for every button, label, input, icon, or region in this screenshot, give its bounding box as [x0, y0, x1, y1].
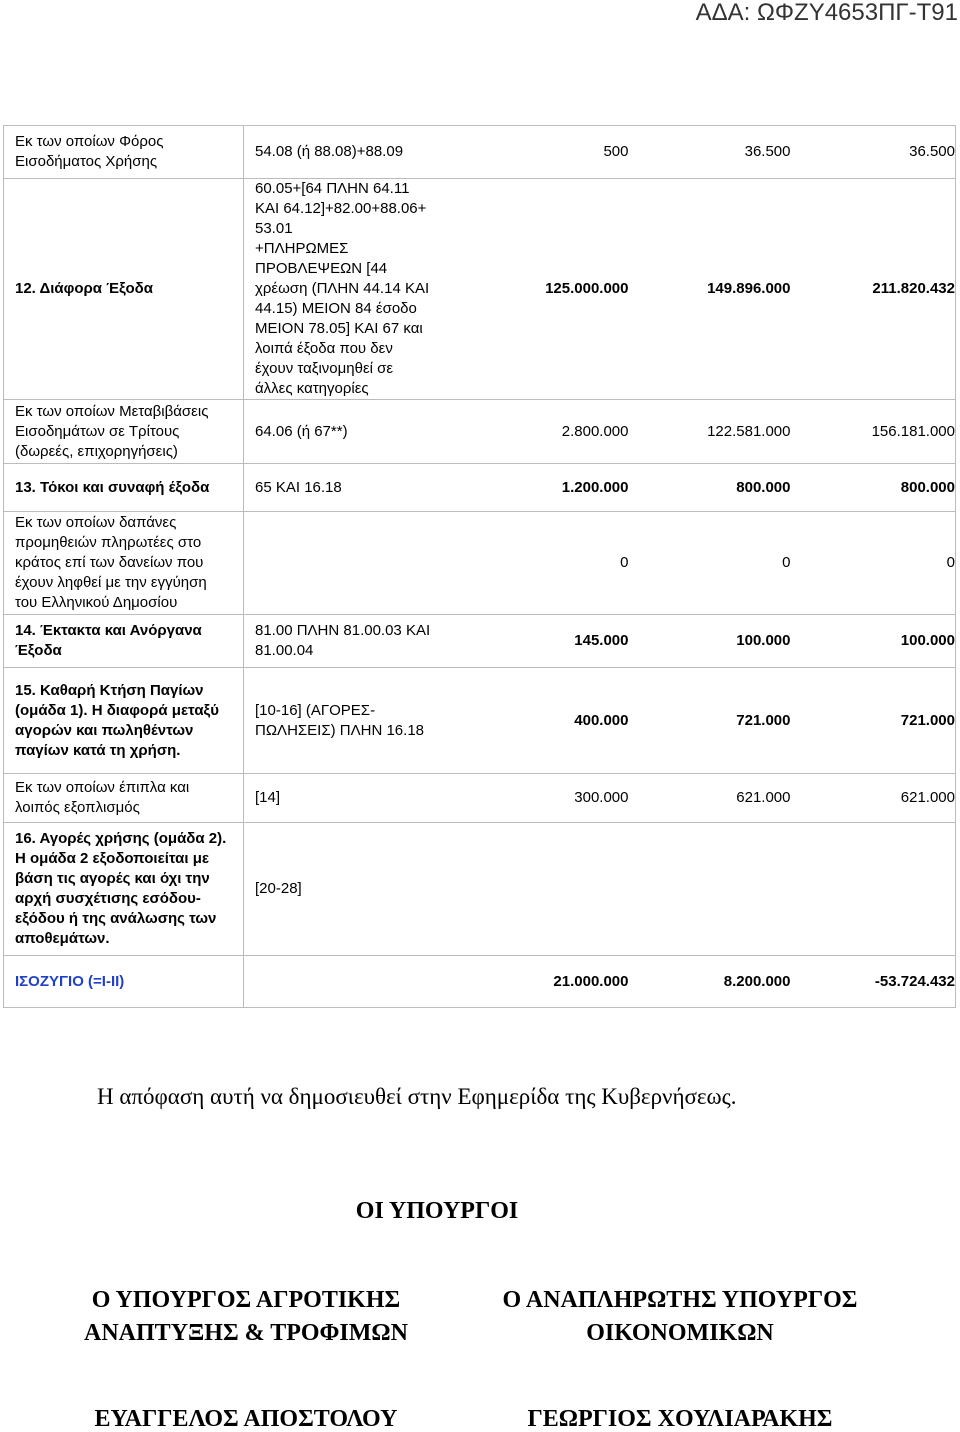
amount-col-2: 621.000	[629, 774, 791, 823]
row-label-line: αρχή συσχέτισης εσόδου-	[15, 890, 201, 907]
account-code-line: ΠΩΛΗΣΕΙΣ) ΠΛΗΝ 16.18	[255, 721, 424, 739]
amount-col-3: 211.820.432	[791, 179, 956, 400]
account-codes	[244, 464, 436, 512]
signatory-title-line: Ο ΥΠΟΥΡΓΟΣ ΑΓΡΟΤΙΚΗΣ	[91, 1287, 401, 1313]
account-code-line: ΜΕΙΟΝ 78.05] ΚΑΙ 67 και	[255, 320, 423, 337]
row-label-line: αγορών και πωληθέντων	[15, 721, 194, 739]
row-label	[4, 668, 244, 774]
account-codes	[244, 774, 436, 823]
amount-col-3: 36.500	[791, 126, 956, 179]
amount-col-3	[791, 823, 956, 956]
budget-table	[3, 125, 956, 1008]
account-code-line: ΚΑΙ 64.12]+82.00+88.06+	[255, 200, 427, 217]
row-income-tax	[4, 126, 956, 179]
account-code-line: χρέωση (ΠΛΗΝ 44.14 ΚΑΙ	[255, 280, 430, 297]
account-codes	[244, 956, 436, 1008]
account-code-line: [14]	[255, 789, 281, 806]
row-other-expenses	[4, 179, 956, 400]
amount-col-3: -53.724.432	[791, 956, 956, 1008]
account-code-line: άλλες κατηγορίες	[255, 380, 369, 397]
account-code-line: 64.06 (ή 67**)	[255, 422, 348, 440]
row-label-line: 14. Έκτακτα και Ανόργανα	[15, 622, 202, 639]
ministers-heading: ΟΙ ΥΠΟΥΡΓΟΙ	[355, 1198, 519, 1224]
row-label-line: Εκ των οποίων δαπάνες	[15, 514, 177, 531]
account-code-line: ΠΡΟΒΛΕΨΕΩΝ [44	[255, 260, 388, 277]
amount-col-1: 125.000.000	[436, 179, 629, 400]
row-label-line: παγίων κατά τη χρήση.	[15, 741, 181, 759]
signatory-name: ΕΥΑΓΓΕΛΟΣ ΑΠΟΣΤΟΛΟΥ	[94, 1406, 398, 1432]
signatory-title-line: ΟΙΚΟΝΟΜΙΚΩΝ	[586, 1320, 774, 1346]
amount-col-1: 300.000	[436, 774, 629, 823]
row-label-line: εξόδου ή της ανάλωσης των	[15, 910, 217, 927]
amount-col-2: 100.000	[629, 615, 791, 668]
amount-col-1: 0	[436, 512, 629, 615]
amount-col-2: 8.200.000	[629, 956, 791, 1008]
account-code-line: [20-28]	[255, 880, 302, 897]
account-codes	[244, 126, 436, 179]
ada-header: ΑΔΑ: ΩΦΖΥ4653ΠΓ-Τ91	[695, 0, 958, 26]
account-code-line: 60.05+[64 ΠΛΗΝ 64.11	[255, 180, 410, 197]
amount-col-3: 0	[791, 512, 956, 615]
row-label-line: Εκ των οποίων Φόρος	[15, 133, 164, 150]
row-purchases-group-2	[4, 823, 956, 956]
row-label-line: προμηθειών πληρωτέες στο	[15, 534, 202, 551]
row-net-fixed-asset-acquisition	[4, 668, 956, 774]
amount-col-3: 100.000	[791, 615, 956, 668]
row-label	[4, 400, 244, 464]
amount-col-2	[629, 823, 791, 956]
amount-col-1: 500	[436, 126, 629, 179]
account-code-line: 81.00 ΠΛΗΝ 81.00.03 ΚΑΙ	[255, 622, 431, 639]
account-code-line: 54.08 (ή 88.08)+88.09	[255, 143, 404, 160]
signatory-title	[36, 1284, 456, 1350]
row-label	[4, 823, 244, 956]
row-label-line: 12. Διάφορα Έξοδα	[15, 280, 153, 297]
account-codes	[244, 179, 436, 400]
account-code-line: έχουν ταξινομηθεί σε	[255, 360, 394, 377]
row-label-line: λοιπός εξοπλισμός	[15, 799, 140, 816]
row-label-line: Εκ των οποίων έπιπλα και	[15, 779, 190, 796]
amount-col-1	[436, 823, 629, 956]
account-codes	[244, 400, 436, 464]
row-label-line: (ομάδα 1). Η διαφορά μεταξύ	[15, 701, 219, 719]
amount-col-3: 156.181.000	[791, 400, 956, 464]
amount-col-3: 800.000	[791, 464, 956, 512]
row-label-line: Έξοδα	[15, 642, 62, 659]
row-label-line: (δωρεές, επιχορηγήσεις)	[15, 442, 178, 460]
amount-col-1: 145.000	[436, 615, 629, 668]
account-codes	[244, 668, 436, 774]
row-label-line: βάση τις αγορές και όχι την	[15, 870, 210, 887]
amount-col-3: 721.000	[791, 668, 956, 774]
account-code-line: 81.00.04	[255, 642, 314, 659]
signatory-title-line: Ο ΑΝΑΠΛΗΡΩΤΗΣ ΥΠΟΥΡΓΟΣ	[502, 1287, 858, 1313]
row-label-line: Εκ των οποίων Μεταβιβάσεις	[15, 402, 209, 420]
signatory-title	[470, 1284, 890, 1350]
row-label	[4, 774, 244, 823]
account-code-line: +ΠΛΗΡΩΜΕΣ	[255, 240, 349, 257]
row-label	[4, 615, 244, 668]
amount-col-2: 36.500	[629, 126, 791, 179]
account-code-line: 44.15) ΜΕΙΟΝ 84 έσοδο	[255, 300, 417, 317]
amount-col-3: 621.000	[791, 774, 956, 823]
row-furniture-equipment	[4, 774, 956, 823]
row-label-line: του Ελληνικού Δημοσίου	[15, 594, 178, 611]
amount-col-1: 2.800.000	[436, 400, 629, 464]
row-label	[4, 956, 244, 1008]
row-label-line: ΙΣΟΖΥΓΙΟ (=I-II)	[15, 972, 125, 990]
row-label-line: Εισοδημάτων σε Τρίτους	[15, 422, 180, 440]
amount-col-1: 21.000.000	[436, 956, 629, 1008]
publication-note: Η απόφαση αυτή να δημοσιευθεί στην Εφημερίδα της Κυβερνήσεως.	[97, 1084, 737, 1109]
account-code-line: 53.01	[255, 220, 293, 237]
row-label-line: 16. Αγορές χρήσης (ομάδα 2).	[15, 830, 227, 847]
row-extraordinary-expenses	[4, 615, 956, 668]
account-code-line: [10-16] (ΑΓΟΡΕΣ-	[255, 701, 376, 719]
amount-col-2: 0	[629, 512, 791, 615]
row-label	[4, 126, 244, 179]
row-label-line: Η ομάδα 2 εξοδοποιείται με	[15, 850, 209, 867]
account-codes	[244, 615, 436, 668]
amount-col-1: 400.000	[436, 668, 629, 774]
signatory-name: ΓΕΩΡΓΙΟΣ ΧΟΥΛΙΑΡΑΚΗΣ	[527, 1406, 833, 1432]
row-balance	[4, 956, 956, 1008]
account-code-line: λοιπά έξοδα που δεν	[255, 340, 393, 357]
row-label	[4, 464, 244, 512]
account-code-line: 65 ΚΑΙ 16.18	[255, 478, 342, 496]
row-label-line: κράτος επί των δανείων που	[15, 554, 204, 571]
amount-col-2: 800.000	[629, 464, 791, 512]
amount-col-2: 122.581.000	[629, 400, 791, 464]
amount-col-1: 1.200.000	[436, 464, 629, 512]
amount-col-2: 149.896.000	[629, 179, 791, 400]
account-codes	[244, 512, 436, 615]
row-label-line: 13. Τόκοι και συναφή έξοδα	[15, 478, 210, 496]
row-label-line: Εισοδήματος Χρήσης	[15, 153, 158, 170]
row-loan-guarantee-commissions	[4, 512, 956, 615]
account-codes	[244, 823, 436, 956]
row-transfers-to-third-parties	[4, 400, 956, 464]
row-label	[4, 179, 244, 400]
row-label	[4, 512, 244, 615]
amount-col-2: 721.000	[629, 668, 791, 774]
row-interest-expenses	[4, 464, 956, 512]
row-label-line: αποθεμάτων.	[15, 930, 110, 947]
signatory-title-line: ΑΝΑΠΤΥΞΗΣ & ΤΡΟΦΙΜΩΝ	[84, 1320, 408, 1346]
row-label-line: έχουν ληφθεί με την εγγύηση	[15, 574, 207, 591]
row-label-line: 15. Καθαρή Κτήση Παγίων	[15, 681, 204, 699]
